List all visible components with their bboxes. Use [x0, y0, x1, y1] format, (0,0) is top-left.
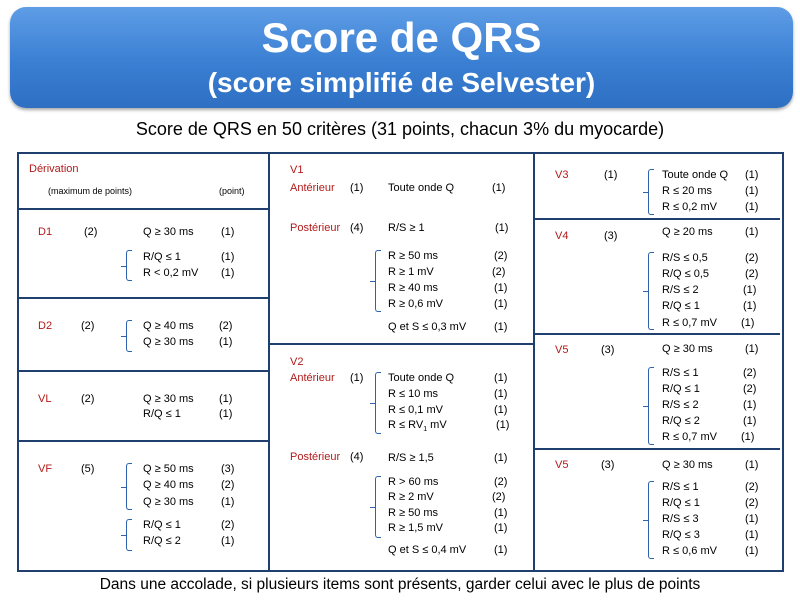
brace	[126, 320, 132, 352]
v1-ant-max: (1)	[350, 182, 364, 194]
criterion: R ≤ 20 ms	[662, 185, 713, 197]
d2-max: (2)	[81, 320, 95, 332]
points: (1)	[745, 169, 759, 181]
points: (1)	[741, 317, 755, 329]
criterion: R/Q ≤ 2	[143, 535, 181, 547]
v1-post-max: (4)	[350, 222, 364, 234]
vl-max: (2)	[81, 393, 95, 405]
criterion: R ≤ 0,6 mV	[662, 545, 717, 557]
lead-vl: VL	[38, 393, 52, 405]
criterion: R ≤ 0,2 mV	[662, 201, 717, 213]
criterion: R/S ≥ 1	[388, 222, 425, 234]
criterion: R ≤ 0,1 mV	[388, 404, 443, 416]
points: (1)	[745, 343, 759, 355]
points: (2)	[494, 476, 508, 488]
criterion: Q ≥ 30 ms	[662, 459, 713, 471]
points: (1)	[221, 251, 235, 263]
criterion: R ≤ 0,7 mV	[662, 317, 717, 329]
points: (1)	[745, 201, 759, 213]
points: (1)	[494, 321, 508, 333]
points: (2)	[492, 266, 506, 278]
points: (2)	[494, 250, 508, 262]
points: (1)	[745, 226, 759, 238]
row-divider	[17, 440, 268, 442]
points: (3)	[221, 463, 235, 475]
points: (1)	[494, 544, 508, 556]
points: (1)	[494, 507, 508, 519]
points: (2)	[745, 252, 759, 264]
points: (2)	[221, 479, 235, 491]
criterion: R/Q ≤ 0,5	[662, 268, 709, 280]
criterion: R/Q ≤ 2	[662, 415, 700, 427]
points: (2)	[743, 367, 757, 379]
criterion: R ≥ 1,5 mV	[388, 522, 443, 534]
criterion: R/Q ≤ 1	[143, 519, 181, 531]
header-point: (point)	[219, 186, 245, 196]
v2-ant-max: (1)	[350, 372, 364, 384]
points: (1)	[494, 452, 508, 464]
lead-v1: V1	[290, 164, 304, 176]
criterion: Q ≥ 30 ms	[662, 343, 713, 355]
criterion: R ≥ 50 ms	[388, 250, 439, 262]
points: (1)	[221, 226, 235, 238]
criterion: R ≥ 1 mV	[388, 266, 434, 278]
vf-max: (5)	[81, 463, 95, 475]
brace	[126, 250, 132, 281]
lead-v5: V5	[555, 344, 569, 356]
criterion: Toute onde Q	[388, 372, 455, 384]
criterion: Q ≥ 30 ms	[143, 393, 194, 405]
brace	[375, 250, 381, 312]
column-divider-left	[268, 152, 270, 570]
points: (1)	[745, 459, 759, 471]
criterion: Toute onde Q	[388, 182, 455, 194]
criterion: R ≥ 50 ms	[388, 507, 439, 519]
title-banner	[10, 7, 793, 108]
brace	[648, 252, 654, 330]
points: (1)	[219, 408, 233, 420]
points: (1)	[219, 336, 233, 348]
lead-v5: V5	[555, 459, 569, 471]
lead-d2: D2	[38, 320, 53, 332]
criterion: Q ≥ 40 ms	[143, 479, 194, 491]
points: (1)	[743, 284, 757, 296]
row-divider	[17, 370, 268, 372]
criterion: R/Q ≤ 1	[662, 497, 700, 509]
points: (2)	[745, 481, 759, 493]
points: (2)	[492, 491, 506, 503]
v5-max: (3)	[601, 344, 615, 356]
criterion: R/S ≤ 2	[662, 399, 699, 411]
brace	[648, 169, 654, 215]
points: (2)	[743, 383, 757, 395]
points: (1)	[494, 298, 508, 310]
points: (1)	[219, 393, 233, 405]
lead-v3: V3	[555, 169, 569, 181]
points: (1)	[221, 535, 235, 547]
column-divider-right	[533, 152, 535, 570]
lead-vf: VF	[38, 463, 53, 475]
points: (1)	[743, 300, 757, 312]
criterion: R ≥ 0,6 mV	[388, 298, 443, 310]
row-divider	[17, 297, 268, 299]
points: (1)	[745, 545, 759, 557]
criterion: Q ≥ 40 ms	[143, 320, 194, 332]
v2-post-max: (4)	[350, 451, 364, 463]
points: (1)	[745, 529, 759, 541]
criterion: Q ≥ 30 ms	[143, 336, 194, 348]
points: (1)	[745, 513, 759, 525]
criterion: R/S ≤ 3	[662, 513, 699, 525]
lead-v2: V2	[290, 356, 304, 368]
points: (2)	[745, 268, 759, 280]
footer-note: Dans une accolade, si plusieurs items sont présents, garder celui avec le plus de points	[99, 576, 701, 593]
criterion: R/Q ≤ 1	[143, 408, 181, 420]
points: (1)	[496, 419, 510, 431]
v3-max: (1)	[604, 169, 618, 181]
criterion: Q et S ≤ 0,3 mV	[388, 321, 467, 333]
criterion: R < 0,2 mV	[143, 267, 199, 279]
criterion: R/Q ≤ 3	[662, 529, 700, 541]
points: (1)	[494, 282, 508, 294]
points: (1)	[494, 388, 508, 400]
v2-anterieur: Antérieur	[290, 372, 335, 384]
v1-posterieur: Postérieur	[290, 222, 341, 234]
row-divider	[533, 218, 780, 220]
criterion: R/S ≤ 1	[662, 367, 699, 379]
page-subtitle: (score simplifié de Selvester)	[207, 67, 596, 98]
description: Score de QRS en 50 critères (31 points, chacun 3% du myocarde)	[135, 119, 665, 139]
criterion: R/S ≤ 1	[662, 481, 699, 493]
points: (1)	[221, 267, 235, 279]
brace	[375, 372, 381, 434]
d1-max: (2)	[84, 226, 98, 238]
row-divider	[533, 333, 780, 335]
criterion: R ≥ 2 mV	[388, 491, 434, 503]
points: (2)	[221, 519, 235, 531]
v5-max: (3)	[601, 459, 615, 471]
criterion: Q ≥ 50 ms	[143, 463, 194, 475]
points: (1)	[221, 496, 235, 508]
criterion: R/Q ≤ 1	[662, 300, 700, 312]
points: (1)	[494, 404, 508, 416]
criterion: R/S ≤ 0,5	[662, 252, 708, 264]
brace	[126, 463, 132, 510]
points: (1)	[495, 222, 509, 234]
page-title: Score de QRS	[261, 14, 542, 61]
criterion: Toute onde Q	[662, 169, 729, 181]
criterion: $R \le RV_1$ mV	[388, 419, 447, 434]
v4-max: (3)	[604, 230, 618, 242]
header-derivation: Dérivation	[29, 163, 79, 175]
criterion: R/Q ≤ 1	[143, 251, 181, 263]
brace	[126, 519, 132, 551]
criterion: R ≥ 40 ms	[388, 282, 439, 294]
points: (2)	[219, 320, 233, 332]
brace	[375, 476, 381, 538]
points: (1)	[492, 182, 506, 194]
brace	[648, 367, 654, 445]
v2-posterieur: Postérieur	[290, 451, 341, 463]
brace	[648, 481, 654, 559]
v1-anterieur: Antérieur	[290, 182, 335, 194]
row-divider	[268, 343, 533, 345]
header-max-points: (maximum de points)	[48, 186, 133, 196]
criterion: Q et S ≤ 0,4 mV	[388, 544, 467, 556]
lead-d1: D1	[38, 226, 53, 238]
criterion: R > 60 ms	[388, 476, 439, 488]
criterion: Q ≥ 30 ms	[143, 496, 194, 508]
criterion: R/S ≥ 1,5	[388, 452, 434, 464]
points: (2)	[745, 497, 759, 509]
points: (1)	[741, 431, 755, 443]
points: (1)	[494, 522, 508, 534]
lead-v4: V4	[555, 230, 569, 242]
row-divider	[17, 208, 268, 210]
points: (1)	[743, 415, 757, 427]
criterion: R/S ≤ 2	[662, 284, 699, 296]
criterion: Q ≥ 30 ms	[143, 226, 194, 238]
points: (1)	[743, 399, 757, 411]
points: (1)	[494, 372, 508, 384]
criterion: R ≤ 10 ms	[388, 388, 439, 400]
points: (1)	[745, 185, 759, 197]
row-divider	[533, 448, 780, 450]
criterion: Q ≥ 20 ms	[662, 226, 713, 238]
criterion: R/Q ≤ 1	[662, 383, 700, 395]
criterion: R ≤ 0,7 mV	[662, 431, 717, 443]
